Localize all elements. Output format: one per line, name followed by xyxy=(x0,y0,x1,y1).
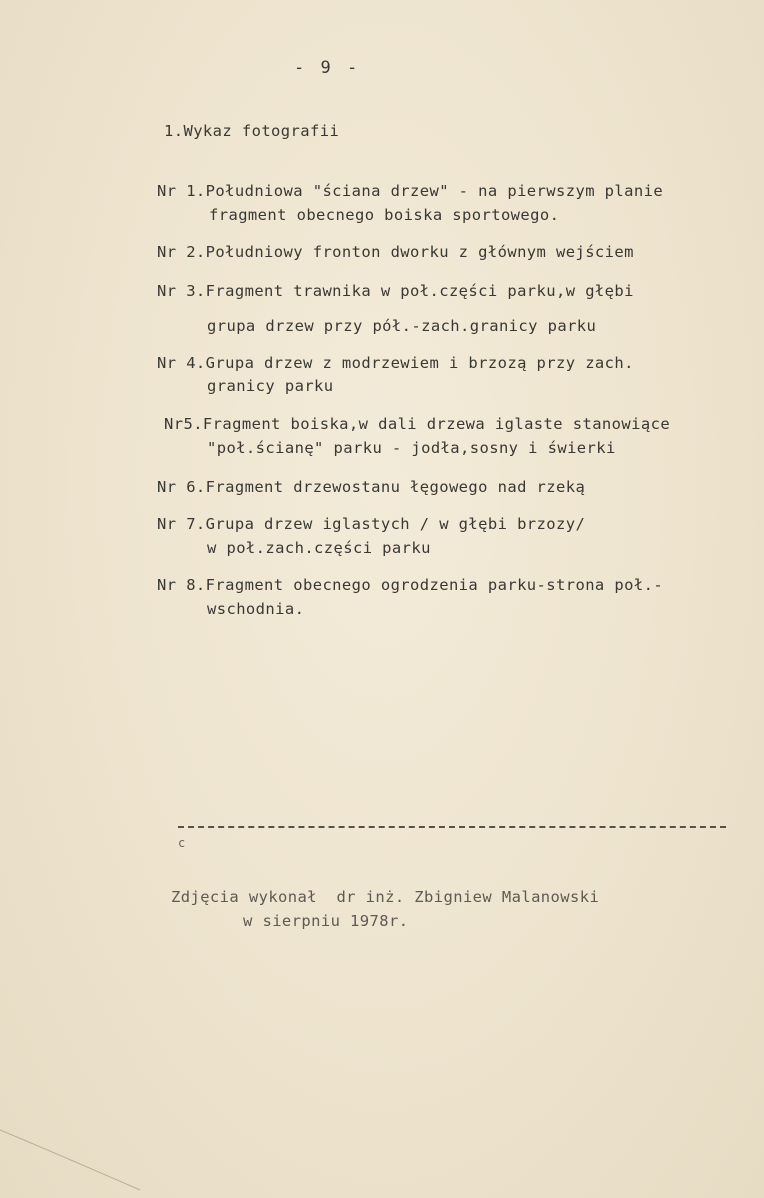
page-number: - 9 - xyxy=(294,58,361,78)
entry-3-line-2: grupa drzew przy pół.-zach.granicy parku xyxy=(207,317,597,335)
entry-3-line-1: Nr 3.Fragment trawnika w poł.części parku,w głębi xyxy=(157,282,634,300)
entry-4-line-2: granicy parku xyxy=(207,377,334,395)
photo-credit-line-1: Zdjęcia wykonał dr inż. Zbigniew Malanowski xyxy=(171,888,600,906)
entry-8-line-1: Nr 8.Fragment obecnego ogrodzenia parku-strona poł.- xyxy=(157,576,664,594)
dashed-separator xyxy=(178,826,726,828)
entry-4-line-1: Nr 4.Grupa drzew z modrzewiem i brzozą przy zach. xyxy=(157,354,634,372)
entry-5-line-1: Nr5.Fragment boiska,w dali drzewa iglaste stanowiące xyxy=(164,415,671,433)
entry-7-line-2: w poł.zach.części parku xyxy=(207,539,431,557)
entry-1-line-2: fragment obecnego boiska sportowego. xyxy=(209,206,560,224)
entry-1-line-1: Nr 1.Południowa "ściana drzew" - na pierwszym planie xyxy=(157,182,664,200)
list-heading: 1.Wykaz fotografii xyxy=(164,122,340,140)
entry-2-line-1: Nr 2.Południowy fronton dworku z głównym wejściem xyxy=(157,243,634,261)
separator-mark: c xyxy=(178,836,186,850)
entry-6-line-1: Nr 6.Fragment drzewostanu łęgowego nad rzeką xyxy=(157,478,586,496)
paper-crease-mark xyxy=(0,1100,160,1198)
photo-credit-line-2: w sierpniu 1978r. xyxy=(243,912,409,930)
entry-7-line-1: Nr 7.Grupa drzew iglastych / w głębi brzozy/ xyxy=(157,515,586,533)
entry-8-line-2: wschodnia. xyxy=(207,600,305,618)
entry-5-line-2: "poł.ścianę" parku - jodła,sosny i świerki xyxy=(207,439,616,457)
